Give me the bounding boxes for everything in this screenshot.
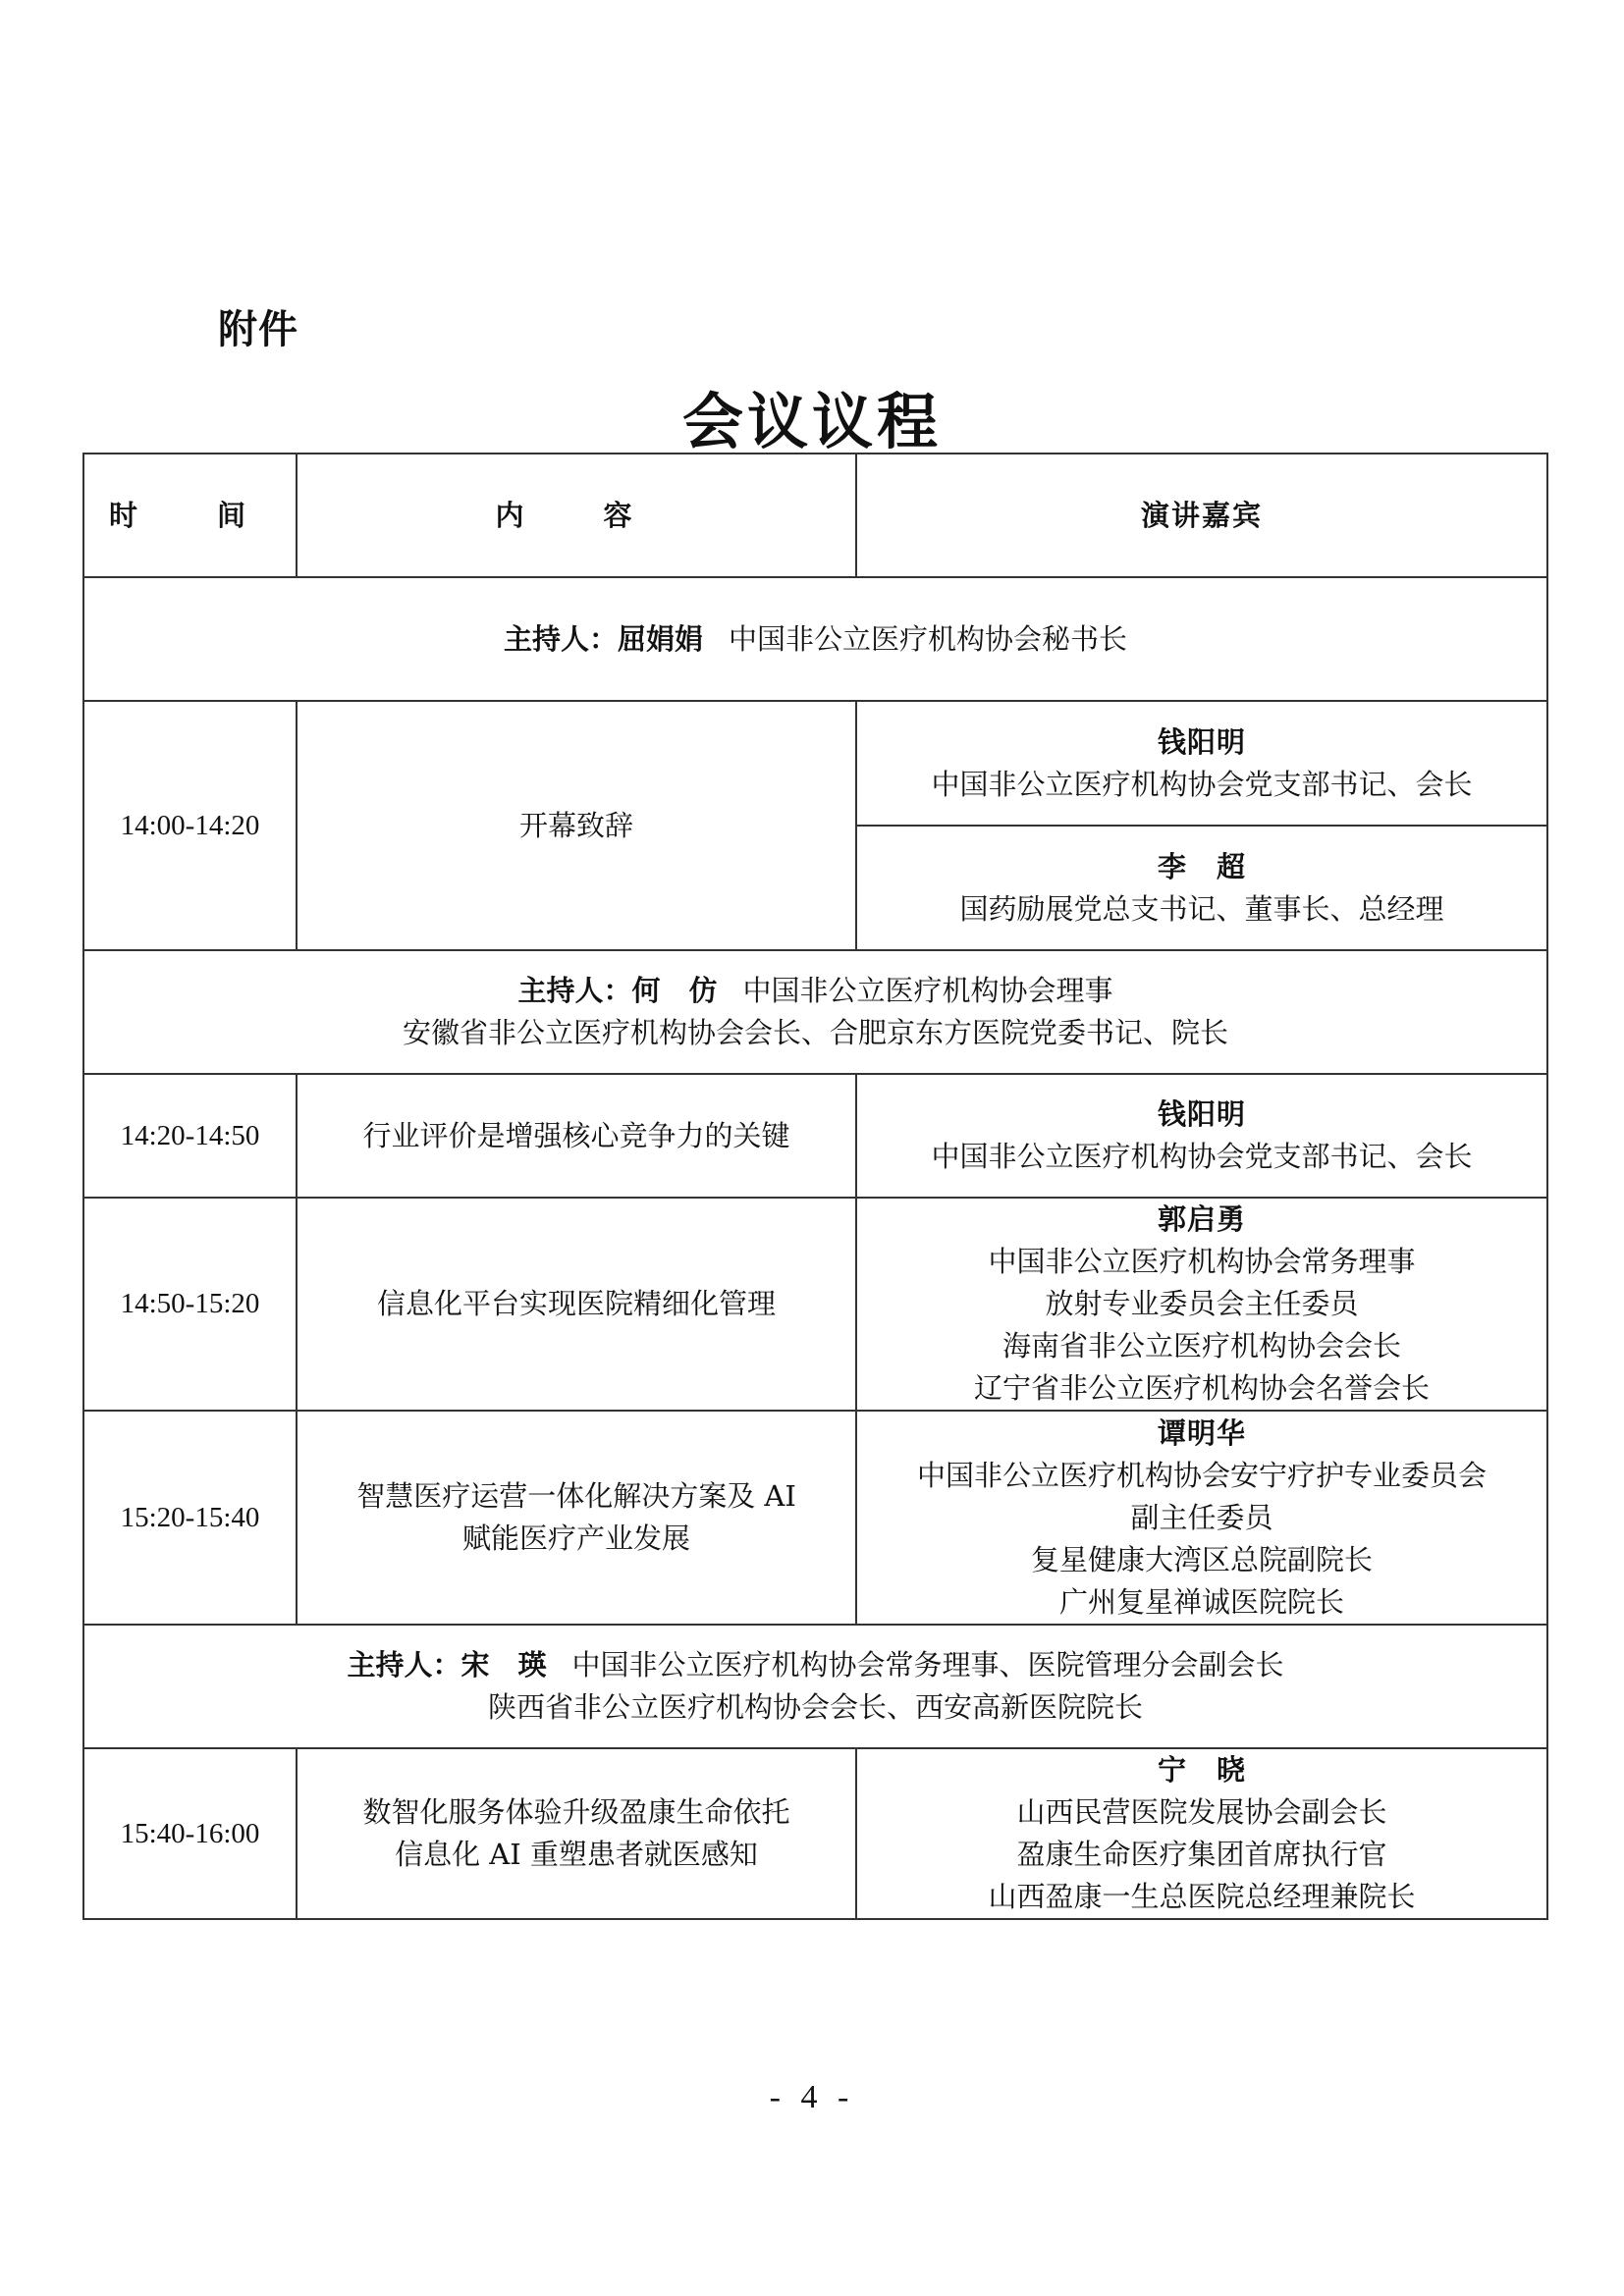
- speaker-name: 谭明华: [1157, 1415, 1246, 1450]
- page-number: - 4 -: [769, 2079, 855, 2115]
- speaker-title: 放射专业委员会主任委员: [1045, 1287, 1359, 1320]
- speaker-title: 中国非公立医疗机构协会常务理事: [988, 1245, 1416, 1278]
- session-content: [297, 1198, 856, 1411]
- speaker-title: 中国非公立医疗机构协会党支部书记、会长: [931, 767, 1473, 801]
- host-row: [83, 577, 1547, 701]
- session-content: [297, 1411, 856, 1625]
- host-name: 宋 瑛: [460, 1648, 547, 1682]
- host-cell: [83, 1625, 1547, 1748]
- speaker-title: 中国非公立医疗机构协会党支部书记、会长: [931, 1140, 1473, 1173]
- speaker-name: 李 超: [1157, 849, 1246, 883]
- session-content: [297, 1074, 856, 1198]
- host-title: 陕西省非公立医疗机构协会会长、西安高新医院院长: [487, 1690, 1143, 1724]
- speaker-title: 复星健康大湾区总院副院长: [1030, 1542, 1373, 1576]
- speaker-title: 副主任委员: [1130, 1500, 1273, 1534]
- host-title: 安徽省非公立医疗机构协会会长、合肥京东方医院党委书记、院长: [402, 1016, 1228, 1049]
- speaker-name: 钱阳明: [1157, 1097, 1246, 1131]
- host-row: [83, 950, 1547, 1074]
- session-time: 14:00-14:20: [83, 701, 297, 950]
- session-row: [83, 1411, 1547, 1625]
- session-time: 14:50-15:20: [83, 1198, 297, 1411]
- host-row: [83, 1625, 1547, 1748]
- page-title: 会议议程: [681, 386, 942, 457]
- header-content: 内 容: [297, 454, 856, 577]
- content-line: 数智化服务体验升级盈康生命依托: [362, 1795, 790, 1829]
- speaker-cell: [856, 826, 1547, 950]
- content-line: 智慧医疗运营一体化解决方案及 AI: [356, 1479, 796, 1513]
- host-label: 主持人：: [503, 621, 618, 656]
- content-line: 信息化 AI 重塑患者就医感知: [395, 1838, 758, 1871]
- host-cell: [83, 950, 1547, 1074]
- content-line: 赋能医疗产业发展: [461, 1522, 690, 1555]
- host-title: 中国非公立医疗机构协会秘书长: [729, 621, 1128, 656]
- host-label: 主持人：: [347, 1648, 461, 1682]
- host-title: 中国非公立医疗机构协会常务理事、医院管理分会副会长: [571, 1648, 1284, 1682]
- speaker-title: 广州复星禅诚医院院长: [1058, 1584, 1344, 1619]
- speaker-cell: [856, 1411, 1547, 1625]
- session-row: [83, 1748, 1547, 1919]
- speaker-title: 国药励展党总支书记、董事长、总经理: [959, 891, 1444, 926]
- session-row: [83, 701, 1547, 826]
- session-row: [83, 1074, 1547, 1198]
- session-time: 14:20-14:50: [83, 1074, 297, 1198]
- header-speaker: 演讲嘉宾: [856, 454, 1547, 577]
- host-name: 屈娟娟: [617, 621, 703, 656]
- session-content: [297, 701, 856, 950]
- speaker-cell: [856, 1074, 1547, 1198]
- speaker-title: 盈康生命医疗集团首席执行官: [1016, 1838, 1387, 1871]
- speaker-cell: [856, 701, 1547, 826]
- host-name: 何 仿: [631, 974, 718, 1007]
- content-line: 开幕致辞: [518, 808, 633, 842]
- header-time: 时 间: [83, 454, 297, 577]
- speaker-title: 山西民营医院发展协会副会长: [1016, 1795, 1387, 1829]
- speaker-name: 钱阳明: [1157, 724, 1246, 759]
- speaker-name: 宁 晓: [1157, 1753, 1246, 1787]
- speaker-title: 中国非公立医疗机构协会安宁疗护专业委员会: [916, 1458, 1487, 1492]
- host-cell: [83, 577, 1547, 701]
- content-line: 信息化平台实现医院精细化管理: [376, 1287, 776, 1320]
- session-row: [83, 1198, 1547, 1411]
- session-content: [297, 1748, 856, 1919]
- agenda-table: [82, 453, 1548, 1920]
- speaker-cell: [856, 1748, 1547, 1919]
- table-header-row: [83, 454, 1547, 577]
- speaker-title: 山西盈康一生总医院总经理兼院长: [988, 1880, 1416, 1913]
- content-line: 行业评价是增强核心竞争力的关键: [362, 1118, 790, 1152]
- attachment-label: 附件: [218, 307, 298, 352]
- host-label: 主持人：: [517, 974, 632, 1007]
- speaker-name: 郭启勇: [1157, 1202, 1246, 1236]
- session-time: 15:40-16:00: [83, 1748, 297, 1919]
- speaker-cell: [856, 1198, 1547, 1411]
- host-title: 中国非公立医疗机构协会理事: [742, 974, 1113, 1007]
- speaker-title: 辽宁省非公立医疗机构协会名誉会长: [973, 1371, 1430, 1405]
- session-time: 15:20-15:40: [83, 1411, 297, 1625]
- speaker-title: 海南省非公立医疗机构协会会长: [1001, 1329, 1401, 1362]
